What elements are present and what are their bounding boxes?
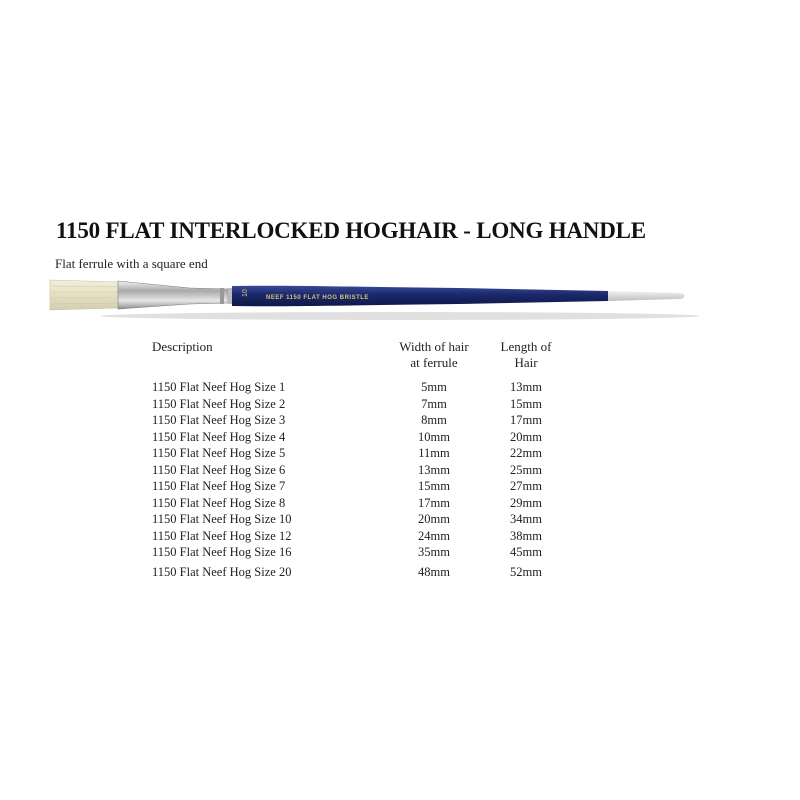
row-width: 17mm bbox=[418, 496, 450, 510]
table-row bbox=[0, 462, 800, 478]
row-length: 13mm bbox=[510, 380, 542, 394]
row-length: 15mm bbox=[510, 397, 542, 411]
row-width: 24mm bbox=[418, 529, 450, 543]
header-length-line1: Length of bbox=[500, 339, 552, 354]
table-row bbox=[0, 478, 800, 494]
row-description: 1150 Flat Neef Hog Size 7 bbox=[152, 479, 286, 493]
row-length: 38mm bbox=[510, 529, 542, 543]
row-width: 15mm bbox=[418, 479, 450, 493]
table-row bbox=[0, 544, 800, 560]
table-row bbox=[0, 429, 800, 445]
row-length: 29mm bbox=[510, 496, 542, 510]
row-description: 1150 Flat Neef Hog Size 16 bbox=[152, 545, 292, 559]
row-width: 5mm bbox=[421, 380, 447, 394]
header-width-line2: at ferrule bbox=[410, 355, 458, 370]
row-width: 10mm bbox=[418, 430, 450, 444]
row-description: 1150 Flat Neef Hog Size 5 bbox=[152, 446, 286, 460]
table-row bbox=[0, 495, 800, 511]
brush-size-mark: 10 bbox=[242, 289, 249, 297]
row-length: 25mm bbox=[510, 463, 542, 477]
table-row bbox=[0, 511, 800, 527]
row-width: 20mm bbox=[418, 512, 450, 526]
row-width: 13mm bbox=[418, 463, 450, 477]
table-row bbox=[0, 412, 800, 428]
header-width bbox=[394, 339, 474, 371]
table-row bbox=[0, 379, 800, 395]
header-length bbox=[490, 339, 562, 371]
row-width: 8mm bbox=[421, 413, 447, 427]
row-length: 22mm bbox=[510, 446, 542, 460]
header-description: Description bbox=[152, 339, 213, 354]
row-description: 1150 Flat Neef Hog Size 12 bbox=[152, 529, 292, 543]
header-width-line1: Width of hair bbox=[399, 339, 469, 354]
row-length: 45mm bbox=[510, 545, 542, 559]
row-description: 1150 Flat Neef Hog Size 3 bbox=[152, 413, 286, 427]
row-width: 35mm bbox=[418, 545, 450, 559]
row-description: 1150 Flat Neef Hog Size 10 bbox=[152, 512, 292, 526]
row-length: 20mm bbox=[510, 430, 542, 444]
table-row bbox=[0, 528, 800, 544]
row-length: 17mm bbox=[510, 413, 542, 427]
table-row bbox=[0, 396, 800, 412]
row-description: 1150 Flat Neef Hog Size 2 bbox=[152, 397, 286, 411]
page-subtitle: Flat ferrule with a square end bbox=[55, 256, 208, 271]
header-length-line2: Hair bbox=[514, 355, 538, 370]
row-description: 1150 Flat Neef Hog Size 6 bbox=[152, 463, 286, 477]
table-row bbox=[0, 445, 800, 461]
row-length: 52mm bbox=[510, 565, 542, 579]
row-description: 1150 Flat Neef Hog Size 20 bbox=[152, 565, 292, 579]
table-row bbox=[0, 564, 800, 580]
row-description: 1150 Flat Neef Hog Size 1 bbox=[152, 380, 286, 394]
page-title: 1150 FLAT INTERLOCKED HOGHAIR - LONG HANDLE bbox=[56, 218, 646, 243]
row-length: 27mm bbox=[510, 479, 542, 493]
row-width: 48mm bbox=[418, 565, 450, 579]
row-description: 1150 Flat Neef Hog Size 4 bbox=[152, 430, 286, 444]
row-length: 34mm bbox=[510, 512, 542, 526]
brush-handle-text: NEEF 1150 FLAT HOG BRISTLE bbox=[266, 295, 369, 301]
row-width: 11mm bbox=[418, 446, 450, 460]
row-width: 7mm bbox=[421, 397, 447, 411]
row-description: 1150 Flat Neef Hog Size 8 bbox=[152, 496, 286, 510]
